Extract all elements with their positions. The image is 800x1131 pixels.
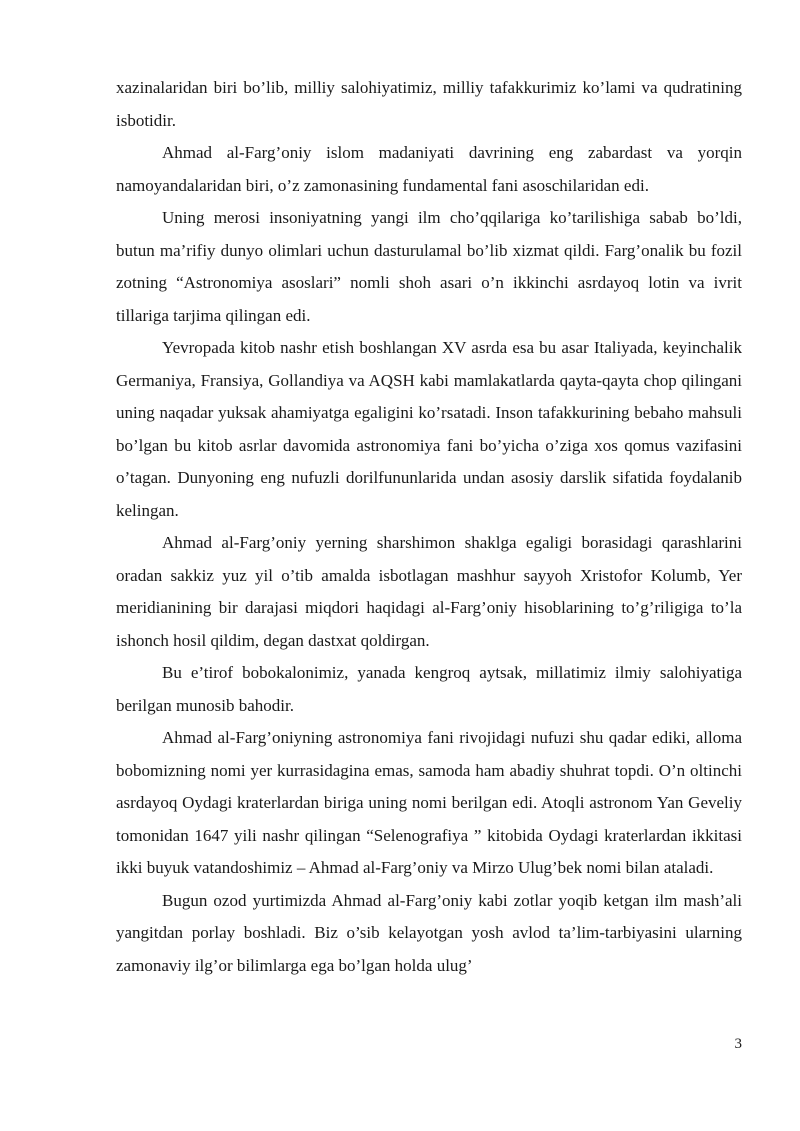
page-number: 3 — [734, 1036, 742, 1052]
paragraph-al-farghani-intro: Ahmad al-Farg’oniy islom madaniyati davrining eng zabardast va yorqin namoyandalaridan biri, o’z zamonasining fundamental fani asoschilaridan edi. — [116, 143, 742, 195]
document-page — [116, 72, 742, 982]
paragraph-continuation: xazinalaridan biri bo’lib, milliy salohiyatimiz, milliy tafakkurimiz ko’lami va qudratining isbotidir. — [116, 78, 742, 130]
paragraph-today: Bugun ozod yurtimizda Ahmad al-Farg’oniy kabi zotlar yoqib ketgan ilm mash’ali yangitdan porlay boshladi. Biz o’sib kelayotgan yosh avlod ta’lim-tarbiyasini ularning zamonaviy ilg’or bilimlarga ega bo’lgan holda ulug’ — [116, 890, 742, 975]
paragraph-columbus: Ahmad al-Farg’oniy yerning sharshimon shaklga egaligi borasidagi qarashlarini oradan sakkiz yuz yil o’tib amalda isbotlagan mashhur sayyoh Xristofor Kolumb, Yer meridianining bir darajasi miqdori haqidagi al-Farg’oniy hisoblarining to’g’riligiga to’la ishonch hosil qildim, degan dastxat qoldirgan. — [116, 533, 742, 650]
paragraph-legacy: Uning merosi insoniyatning yangi ilm cho’qqilariga ko’tarilishiga sabab bo’ldi, butun ma’rifiy dunyo olimlari uchun dasturulamal bo’lib xizmat qildi. Farg’onalik bu fozil zotning “Astronomiya asoslari” nomli shoh asari o’n ikkinchi asrdayoq lotin va ivrit tillariga tarjima qilingan edi. — [116, 208, 742, 325]
paragraph-europe-printing: Yevropada kitob nashr etish boshlangan XV asrda esa bu asar Italiyada, keyinchalik Germaniya, Fransiya, Gollandiya va AQSH kabi mamlakatlarda qayta-qayta chop qilingani uning naqadar yuksak ahamiyatga egaligini ko’rsatadi. Inson tafakkurining bebaho mahsuli bo’lgan bu kitob asrlar davomida astronomiya fani bo’yicha o’ziga xos qomus vazifasini o’tagan. Dunyoning eng nufuzli dorilfununlarida undan asosiy darslik sifatida foydalanib kelingan. — [116, 338, 742, 520]
paragraph-recognition: Bu e’tirof bobokalonimiz, yanada kengroq aytsak, millatimiz ilmiy salohiyatiga berilgan munosib bahodir. — [116, 663, 742, 715]
paragraph-moon-craters: Ahmad al-Farg’oniyning astronomiya fani rivojidagi nufuzi shu qadar ediki, alloma bobomizning nomi yer kurrasidagina emas, samoda ham abadiy shuhrat topdi. O’n oltinchi asrdayoq Oydagi kraterlardan biriga uning nomi berilgan edi. Atoqli astronom Yan Geveliy tomonidan 1647 yili nashr qilingan “Selenografiya ” kitobida Oydagi kraterlardan ikkitasi ikki buyuk vatandoshimiz – Ahmad al-Farg’oniy va Mirzo Ulug’bek nomi bilan ataladi. — [116, 728, 742, 877]
